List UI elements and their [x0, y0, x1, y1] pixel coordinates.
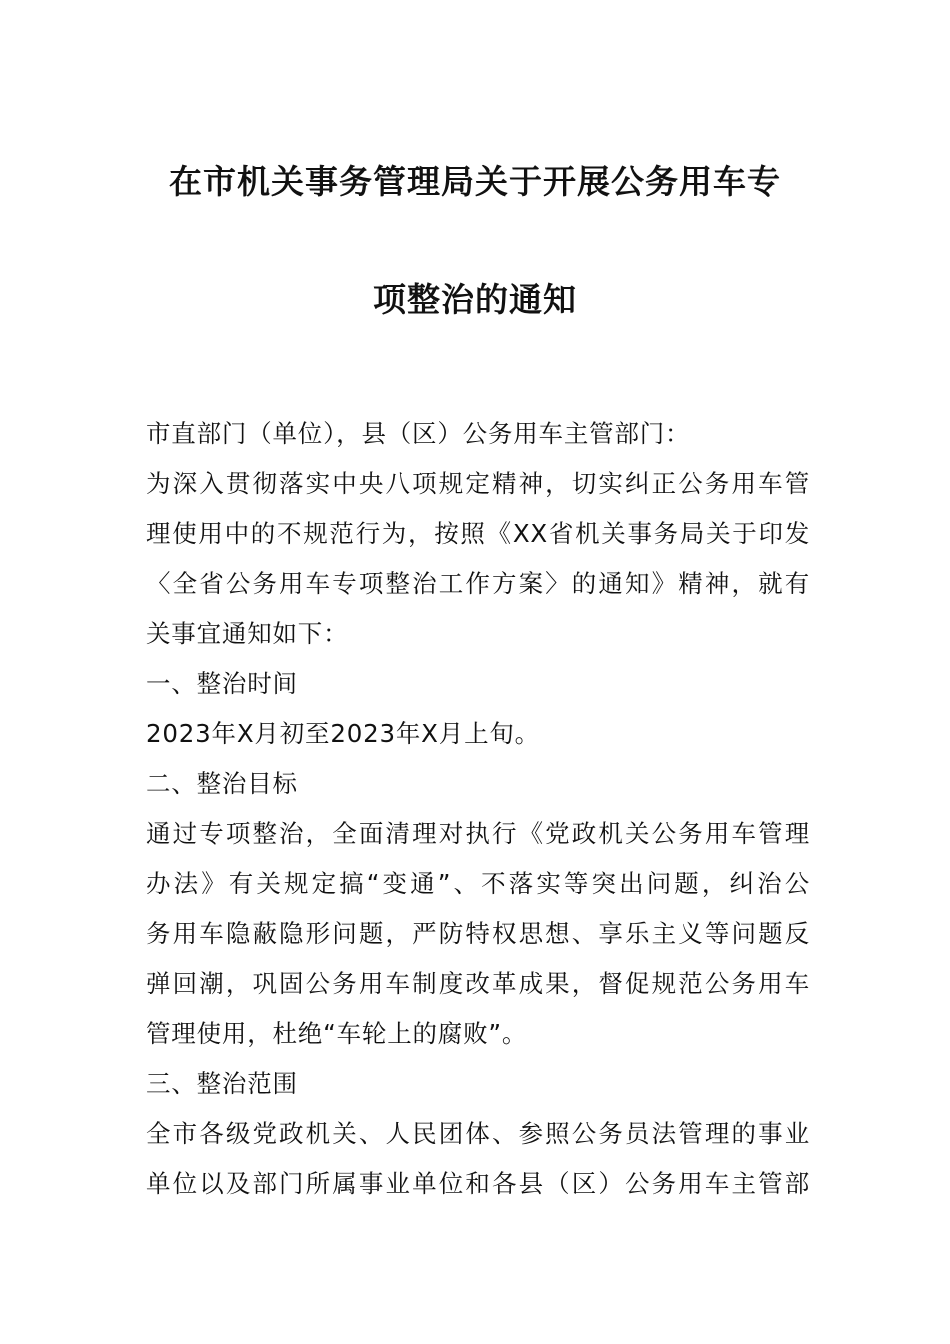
paragraph-line: 通过专项整治，全面清理对执行《党政机关公务用车管理	[146, 819, 810, 848]
section-heading: 二、整治目标	[146, 769, 298, 798]
paragraph-line: 管理使用，杜绝“车轮上的腐败”。	[146, 1019, 528, 1048]
paragraph-line: 全市各级党政机关、人民团体、参照公务员法管理的事业	[146, 1119, 810, 1148]
paragraph-line: 〈全省公务用车专项整治工作方案〉的通知》精神，就有	[146, 569, 810, 598]
paragraph-line: 为深入贯彻落实中央八项规定精神，切实纠正公务用车管	[146, 469, 810, 498]
paragraph-line: 关事宜通知如下：	[146, 619, 349, 648]
paragraph-line: 理使用中的不规范行为，按照《XX省机关事务局关于印发	[146, 519, 810, 548]
paragraph-line: 务用车隐蔽隐形问题，严防特权思想、享乐主义等问题反	[146, 919, 810, 948]
salutation: 市直部门（单位），县（区）公务用车主管部门：	[146, 419, 691, 448]
paragraph-line: 2023年X月初至2023年X月上旬。	[146, 719, 540, 748]
paragraph-line: 弹回潮，巩固公务用车制度改革成果，督促规范公务用车	[146, 969, 810, 998]
document-title-line-1: 在市机关事务管理局关于开展公务用车专	[169, 162, 781, 201]
section-heading: 一、整治时间	[146, 669, 298, 698]
paragraph-line: 单位以及部门所属事业单位和各县（区）公务用车主管部	[146, 1169, 810, 1198]
section-heading: 三、整治范围	[146, 1069, 298, 1098]
paragraph-line: 办法》有关规定搞“变通”、不落实等突出问题，纠治公	[146, 869, 810, 898]
document-body	[146, 409, 810, 1209]
document-title-line-2: 项整治的通知	[373, 280, 577, 319]
